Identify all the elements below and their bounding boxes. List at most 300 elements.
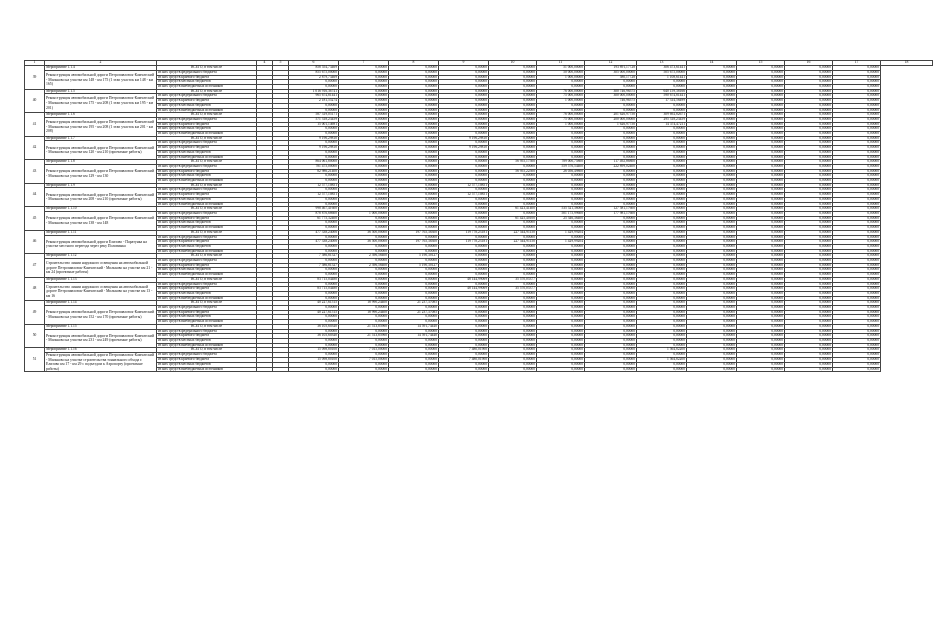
- amount-cell: 0,00000: [339, 179, 389, 184]
- funding-source: из них средств краевого бюджета: [157, 146, 257, 151]
- amount-cell: 0,00000: [289, 291, 339, 296]
- amount-cell: 0,00000: [489, 80, 537, 85]
- amount-cell: 0,00000: [785, 216, 833, 221]
- funding-source: из них средств федерального бюджета: [157, 70, 257, 75]
- amount-cell: 0,00000: [785, 211, 833, 216]
- amount-cell: 0,00000: [339, 362, 389, 367]
- funding-source: ВСЕГО, в том числе: [157, 230, 257, 235]
- amount-cell: 0,00000: [785, 136, 833, 141]
- funding-source: из них средств краевого бюджета: [157, 122, 257, 127]
- amount-cell: 0,00000: [389, 221, 439, 226]
- amount-cell: 0,00000: [637, 296, 687, 301]
- amount-cell: 0,00000: [389, 103, 439, 108]
- amount-cell: 0,00000: [489, 188, 537, 193]
- amount-cell: 0,00000: [489, 202, 537, 207]
- amount-cell: 0,00000: [785, 301, 833, 306]
- amount-cell: 0,00000: [439, 179, 489, 184]
- amount-cell: 0,00000: [289, 108, 339, 113]
- amount-cell: 0,00000: [833, 94, 881, 99]
- amount-cell: 0,00000: [439, 202, 489, 207]
- amount-cell: 0,00000: [389, 306, 439, 311]
- amount-cell: 0,00000: [489, 367, 537, 372]
- amount-cell: 789 000,75800: [537, 160, 585, 165]
- amount-cell: 0,00000: [339, 122, 389, 127]
- amount-cell: 0,00000: [687, 259, 737, 264]
- amount-cell: 0,00000: [289, 296, 339, 301]
- amount-cell: 76 000,00000: [537, 89, 585, 94]
- amount-cell: 0,00000: [585, 127, 637, 132]
- amount-cell: 0,00000: [737, 230, 785, 235]
- amount-cell: 535 521,36000: [537, 207, 585, 212]
- amount-cell: 222 899,02400: [585, 164, 637, 169]
- amount-cell: 0,00000: [833, 357, 881, 362]
- amount-cell: 0,00000: [785, 70, 833, 75]
- amount-cell: 0,00000: [785, 174, 833, 179]
- amount-cell: 0,00000: [489, 99, 537, 104]
- amount-cell: 0,00000: [289, 353, 339, 358]
- funding-source: из них средств внебюджетных источников: [157, 132, 257, 137]
- amount-cell: 0,00000: [389, 164, 439, 169]
- amount-cell: 0,00000: [833, 306, 881, 311]
- amount-cell: 0,00000: [833, 343, 881, 348]
- amount-cell: 0,00000: [687, 277, 737, 282]
- amount-cell: 477 338,24006: [289, 240, 339, 245]
- amount-cell: 0,00000: [489, 146, 537, 151]
- amount-cell: 0,00000: [389, 136, 439, 141]
- amount-cell: 40 227,61515: [289, 310, 339, 315]
- amount-cell: 0,00000: [585, 254, 637, 259]
- amount-cell: 12 577,10851: [289, 183, 339, 188]
- amount-cell: 0,00000: [737, 277, 785, 282]
- amount-cell: 0,00000: [489, 164, 537, 169]
- row-number: 40: [25, 89, 45, 113]
- amount-cell: 571 318,23459: [289, 117, 339, 122]
- amount-cell: 0,00000: [489, 75, 537, 80]
- empty-cell: [273, 367, 289, 372]
- amount-cell: 0,00000: [637, 164, 687, 169]
- amount-cell: 7 015,00000: [339, 348, 389, 353]
- amount-cell: 0,00000: [439, 306, 489, 311]
- amount-cell: 0,00000: [585, 291, 637, 296]
- amount-cell: 0,00000: [737, 155, 785, 160]
- amount-cell: 0,00000: [785, 89, 833, 94]
- amount-cell: 7 586,81527: [289, 263, 339, 268]
- amount-cell: 0,00000: [687, 207, 737, 212]
- amount-cell: 0,00000: [439, 103, 489, 108]
- amount-cell: 83 715,04480: [289, 287, 339, 292]
- amount-cell: 0,00000: [687, 334, 737, 339]
- amount-cell: 0,00000: [389, 277, 439, 282]
- amount-cell: 0,00000: [389, 357, 439, 362]
- funding-source: ВСЕГО, в том числе: [157, 136, 257, 141]
- amount-cell: 0,00000: [833, 160, 881, 165]
- amount-cell: 0,00000: [637, 85, 687, 90]
- amount-cell: 0,00000: [289, 343, 339, 348]
- amount-cell: 0,00000: [687, 132, 737, 137]
- amount-cell: 0,00000: [585, 334, 637, 339]
- amount-cell: 0,00000: [737, 353, 785, 358]
- amount-cell: 0,00000: [339, 282, 389, 287]
- amount-cell: 2 181,55274: [289, 99, 339, 104]
- funding-source: из них средств внебюджетных источников: [157, 367, 257, 372]
- amount-cell: 0,00000: [833, 263, 881, 268]
- amount-cell: 0,00000: [785, 85, 833, 90]
- amount-cell: 0,00000: [637, 249, 687, 254]
- amount-cell: 0,00000: [637, 282, 687, 287]
- amount-cell: 0,00000: [833, 259, 881, 264]
- amount-cell: 0,00000: [833, 179, 881, 184]
- amount-cell: 0,00000: [785, 193, 833, 198]
- amount-cell: 0,00000: [389, 75, 439, 80]
- amount-cell: 0,00000: [439, 334, 489, 339]
- funding-source: из них средств местных бюджетов: [157, 80, 257, 85]
- amount-cell: 0,00000: [833, 268, 881, 273]
- amount-cell: 0,00000: [737, 226, 785, 231]
- amount-cell: 0,00000: [737, 66, 785, 71]
- row-number: 48: [25, 277, 45, 301]
- amount-cell: 0,00000: [585, 301, 637, 306]
- amount-cell: 15 001,14691: [289, 122, 339, 127]
- budget-table: [24, 60, 933, 372]
- amount-cell: 76 000,00000: [537, 113, 585, 118]
- amount-cell: 0,00000: [737, 108, 785, 113]
- amount-cell: 0,00000: [737, 202, 785, 207]
- funding-source: из них средств краевого бюджета: [157, 357, 257, 362]
- amount-cell: 0,00000: [785, 179, 833, 184]
- amount-cell: 0,00000: [637, 310, 687, 315]
- amount-cell: 0,00000: [687, 263, 737, 268]
- amount-cell: 0,00000: [637, 160, 687, 165]
- amount-cell: 0,00000: [439, 367, 489, 372]
- amount-cell: 0,00000: [637, 197, 687, 202]
- column-number-cell: 16: [785, 61, 833, 66]
- amount-cell: 0,00000: [833, 249, 881, 254]
- funding-source: из них средств внебюджетных источников: [157, 155, 257, 160]
- amount-cell: 0,00000: [785, 230, 833, 235]
- amount-cell: 36 500,00000: [339, 240, 389, 245]
- amount-cell: 0,00000: [785, 249, 833, 254]
- amount-cell: 0,00000: [389, 174, 439, 179]
- amount-cell: 0,00000: [537, 334, 585, 339]
- amount-cell: 0,00000: [585, 338, 637, 343]
- amount-cell: 0,00000: [537, 127, 585, 132]
- amount-cell: 0,00000: [489, 141, 537, 146]
- amount-cell: 0,00000: [489, 273, 537, 278]
- amount-cell: 0,00000: [833, 127, 881, 132]
- amount-cell: 0,00000: [537, 249, 585, 254]
- amount-cell: 0,00000: [489, 89, 537, 94]
- row-number: 41: [25, 113, 45, 137]
- amount-cell: 309 692,82671: [637, 113, 687, 118]
- amount-cell: 0,00000: [389, 315, 439, 320]
- amount-cell: 0,00000: [833, 99, 881, 104]
- amount-cell: 0,00000: [289, 306, 339, 311]
- amount-cell: 0,00000: [833, 85, 881, 90]
- column-number-cell: 6: [289, 61, 339, 66]
- amount-cell: 0,00000: [389, 249, 439, 254]
- amount-cell: 0,00000: [785, 310, 833, 315]
- amount-cell: 0,00000: [537, 103, 585, 108]
- amount-cell: 0,00000: [339, 169, 389, 174]
- funding-source: из них средств местных бюджетов: [157, 174, 257, 179]
- amount-cell: 0,00000: [737, 221, 785, 226]
- amount-cell: 864 061,80000: [289, 160, 339, 165]
- amount-cell: 0,00000: [439, 70, 489, 75]
- row-number: 43: [25, 160, 45, 184]
- amount-cell: 0,00000: [489, 301, 537, 306]
- amount-cell: 0,00000: [439, 226, 489, 231]
- amount-cell: 200 000,00000: [585, 117, 637, 122]
- amount-cell: 227 544,91150: [489, 240, 537, 245]
- amount-cell: 0,00000: [737, 324, 785, 329]
- amount-cell: 0,00000: [637, 188, 687, 193]
- amount-cell: 0,00000: [785, 150, 833, 155]
- amount-cell: 0,00000: [389, 211, 439, 216]
- amount-cell: 0,00000: [339, 94, 389, 99]
- amount-cell: 0,00000: [537, 315, 585, 320]
- amount-cell: 0,00000: [737, 160, 785, 165]
- amount-cell: 0,00000: [339, 291, 389, 296]
- amount-cell: 1 000,00000: [537, 75, 585, 80]
- amount-cell: 0,00000: [785, 287, 833, 292]
- amount-cell: 0,00000: [585, 263, 637, 268]
- amount-cell: 0,00000: [489, 334, 537, 339]
- amount-cell: 0,00000: [737, 174, 785, 179]
- amount-cell: 0,00000: [737, 240, 785, 245]
- amount-cell: 0,00000: [737, 287, 785, 292]
- amount-cell: 0,00000: [339, 66, 389, 71]
- amount-cell: 0,00000: [489, 296, 537, 301]
- amount-cell: 0,00000: [537, 254, 585, 259]
- amount-cell: 0,00000: [489, 259, 537, 264]
- amount-cell: 0,00000: [833, 240, 881, 245]
- amount-cell: 0,00000: [489, 254, 537, 259]
- amount-cell: 14 374,47211: [637, 122, 687, 127]
- funding-source: из них средств внебюджетных источников: [157, 320, 257, 325]
- amount-cell: 0,00000: [833, 310, 881, 315]
- amount-cell: 0,00000: [737, 179, 785, 184]
- amount-cell: 15 098,80100: [289, 357, 339, 362]
- amount-cell: 0,00000: [637, 338, 687, 343]
- amount-cell: 9 196,29810: [289, 136, 339, 141]
- amount-cell: 0,00000: [785, 66, 833, 71]
- amount-cell: 0,00000: [585, 353, 637, 358]
- measure-name: Строительство линии наружного освещения на автомобильной дороге Петропавловск-Камчатский - Мильково на участке км 13 - км 16: [45, 282, 157, 301]
- amount-cell: 0,00000: [687, 75, 737, 80]
- amount-cell: 0,00000: [339, 367, 389, 372]
- amount-cell: 0,00000: [339, 89, 389, 94]
- amount-cell: 0,00000: [537, 353, 585, 358]
- amount-cell: 0,00000: [489, 211, 537, 216]
- amount-cell: 0,00000: [389, 146, 439, 151]
- amount-cell: 0,00000: [585, 249, 637, 254]
- amount-cell: 0,00000: [737, 268, 785, 273]
- column-number-cell: 18: [881, 61, 933, 66]
- amount-cell: 0,00000: [585, 240, 637, 245]
- row-number: 45: [25, 207, 45, 231]
- row-number: 51: [25, 348, 45, 372]
- amount-cell: 0,00000: [737, 343, 785, 348]
- amount-cell: 5 190,30127: [389, 254, 439, 259]
- column-number-cell: 5: [273, 61, 289, 66]
- amount-cell: 0,00000: [785, 207, 833, 212]
- amount-cell: 0,00000: [389, 343, 439, 348]
- funding-source: из них средств федерального бюджета: [157, 211, 257, 216]
- amount-cell: 0,00000: [389, 338, 439, 343]
- amount-cell: 0,00000: [585, 202, 637, 207]
- amount-cell: 306 473,61441: [637, 66, 687, 71]
- amount-cell: 0,00000: [439, 235, 489, 240]
- amount-cell: 0,00000: [585, 235, 637, 240]
- amount-cell: 0,00000: [339, 216, 389, 221]
- funding-source: из них средств краевого бюджета: [157, 99, 257, 104]
- measure-label: Мероприятие 1.1.14: [45, 301, 157, 306]
- amount-cell: 0,00000: [687, 66, 737, 71]
- amount-cell: 0,00000: [737, 291, 785, 296]
- amount-cell: 0,00000: [737, 357, 785, 362]
- amount-cell: 0,00000: [585, 216, 637, 221]
- amount-cell: 0,00000: [833, 362, 881, 367]
- amount-cell: 0,00000: [339, 249, 389, 254]
- amount-cell: 0,00000: [339, 141, 389, 146]
- amount-cell: 0,00000: [489, 150, 537, 155]
- amount-cell: 0,00000: [687, 362, 737, 367]
- amount-cell: 0,00000: [439, 362, 489, 367]
- amount-cell: 0,00000: [833, 113, 881, 118]
- amount-cell: 0,00000: [339, 155, 389, 160]
- amount-cell: 0,00000: [439, 80, 489, 85]
- amount-cell: 0,00000: [339, 174, 389, 179]
- amount-cell: 0,00000: [737, 235, 785, 240]
- amount-cell: 0,00000: [439, 268, 489, 273]
- amount-cell: 83 715,04480: [289, 277, 339, 282]
- amount-cell: 781 475,00000: [289, 164, 339, 169]
- amount-cell: 0,00000: [439, 315, 489, 320]
- amount-cell: 0,00000: [687, 240, 737, 245]
- amount-cell: 0,00000: [737, 282, 785, 287]
- funding-source: из них средств краевого бюджета: [157, 216, 257, 221]
- amount-cell: 0,00000: [439, 99, 489, 104]
- measure-label: Мероприятие 1.1.5: [45, 89, 157, 94]
- amount-cell: 15 098,80100: [289, 348, 339, 353]
- amount-cell: 0,00000: [687, 89, 737, 94]
- amount-cell: 0,00000: [833, 108, 881, 113]
- amount-cell: 0,00000: [439, 221, 489, 226]
- row-number: 39: [25, 66, 45, 90]
- amount-cell: 0,00000: [339, 160, 389, 165]
- amount-cell: 0,00000: [389, 207, 439, 212]
- amount-cell: 0,00000: [537, 193, 585, 198]
- amount-cell: 0,00000: [833, 334, 881, 339]
- amount-cell: 0,00000: [389, 113, 439, 118]
- amount-cell: 0,00000: [687, 320, 737, 325]
- amount-cell: 0,00000: [737, 75, 785, 80]
- amount-cell: 0,00000: [537, 221, 585, 226]
- amount-cell: 0,00000: [389, 89, 439, 94]
- amount-cell: 0,00000: [439, 343, 489, 348]
- amount-cell: 56 955,17500: [489, 160, 537, 165]
- amount-cell: 0,00000: [737, 348, 785, 353]
- amount-cell: 0,00000: [339, 183, 389, 188]
- amount-cell: 0,00000: [537, 226, 585, 231]
- amount-cell: 305 000,00000: [585, 70, 637, 75]
- amount-cell: 0,00000: [289, 132, 339, 137]
- amount-cell: 35 570,05377: [489, 277, 537, 282]
- amount-cell: 0,00000: [785, 244, 833, 249]
- amount-cell: 0,00000: [585, 348, 637, 353]
- amount-cell: 0,00000: [833, 146, 881, 151]
- amount-cell: 0,00000: [439, 127, 489, 132]
- amount-cell: 0,00000: [637, 103, 687, 108]
- amount-cell: 0,00000: [737, 254, 785, 259]
- amount-cell: 0,00000: [289, 315, 339, 320]
- amount-cell: 0,00000: [537, 306, 585, 311]
- amount-cell: 0,00000: [289, 80, 339, 85]
- amount-cell: 0,00000: [687, 273, 737, 278]
- amount-cell: 0,00000: [439, 132, 489, 137]
- amount-cell: 0,00000: [339, 113, 389, 118]
- amount-cell: 0,00000: [687, 122, 737, 127]
- amount-cell: 0,00000: [833, 169, 881, 174]
- amount-cell: 75 000,00000: [537, 94, 585, 99]
- amount-cell: 0,00000: [737, 164, 785, 169]
- amount-cell: 0,00000: [439, 291, 489, 296]
- funding-source: из них средств федерального бюджета: [157, 282, 257, 287]
- amount-cell: 0,00000: [389, 150, 439, 155]
- amount-cell: 0,00000: [289, 141, 339, 146]
- amount-cell: 0,00000: [637, 216, 687, 221]
- amount-cell: 0,00000: [289, 362, 339, 367]
- amount-cell: 0,00000: [389, 99, 439, 104]
- amount-cell: 0,00000: [339, 244, 389, 249]
- amount-cell: 0,00000: [339, 117, 389, 122]
- amount-cell: 0,00000: [637, 244, 687, 249]
- amount-cell: 0,00000: [637, 169, 687, 174]
- amount-cell: 0,00000: [833, 207, 881, 212]
- amount-cell: 0,00000: [687, 226, 737, 231]
- funding-source: ВСЕГО, в том числе: [157, 113, 257, 118]
- amount-cell: 0,00000: [489, 324, 537, 329]
- amount-cell: 21 237,37085: [389, 301, 439, 306]
- amount-cell: 0,00000: [737, 193, 785, 198]
- amount-cell: 0,00000: [439, 216, 489, 221]
- amount-cell: 0,00000: [585, 296, 637, 301]
- amount-cell: 0,00000: [339, 80, 389, 85]
- amount-cell: 21 513,85960: [339, 334, 389, 339]
- amount-cell: 0,00000: [289, 235, 339, 240]
- amount-cell: 0,00000: [737, 89, 785, 94]
- amount-cell: 7 480,01900: [439, 357, 489, 362]
- amount-cell: 0,00000: [339, 146, 389, 151]
- amount-cell: 0,00000: [489, 268, 537, 273]
- amount-cell: 0,00000: [339, 259, 389, 264]
- amount-cell: 0,00000: [537, 338, 585, 343]
- funding-source: из них средств внебюджетных источников: [157, 108, 257, 113]
- amount-cell: 127 581,17600: [585, 207, 637, 212]
- amount-cell: 0,00000: [339, 103, 389, 108]
- amount-cell: 0,00000: [537, 179, 585, 184]
- amount-cell: 7 015,00000: [339, 357, 389, 362]
- amount-cell: 0,00000: [537, 235, 585, 240]
- amount-cell: 0,00000: [585, 277, 637, 282]
- amount-cell: 0,00000: [585, 357, 637, 362]
- column-number-cell: 10: [489, 61, 537, 66]
- funding-source: из них средств федерального бюджета: [157, 306, 257, 311]
- amount-cell: 0,00000: [737, 113, 785, 118]
- amount-cell: 0,00000: [785, 277, 833, 282]
- amount-cell: 0,00000: [339, 343, 389, 348]
- amount-cell: 0,00000: [389, 141, 439, 146]
